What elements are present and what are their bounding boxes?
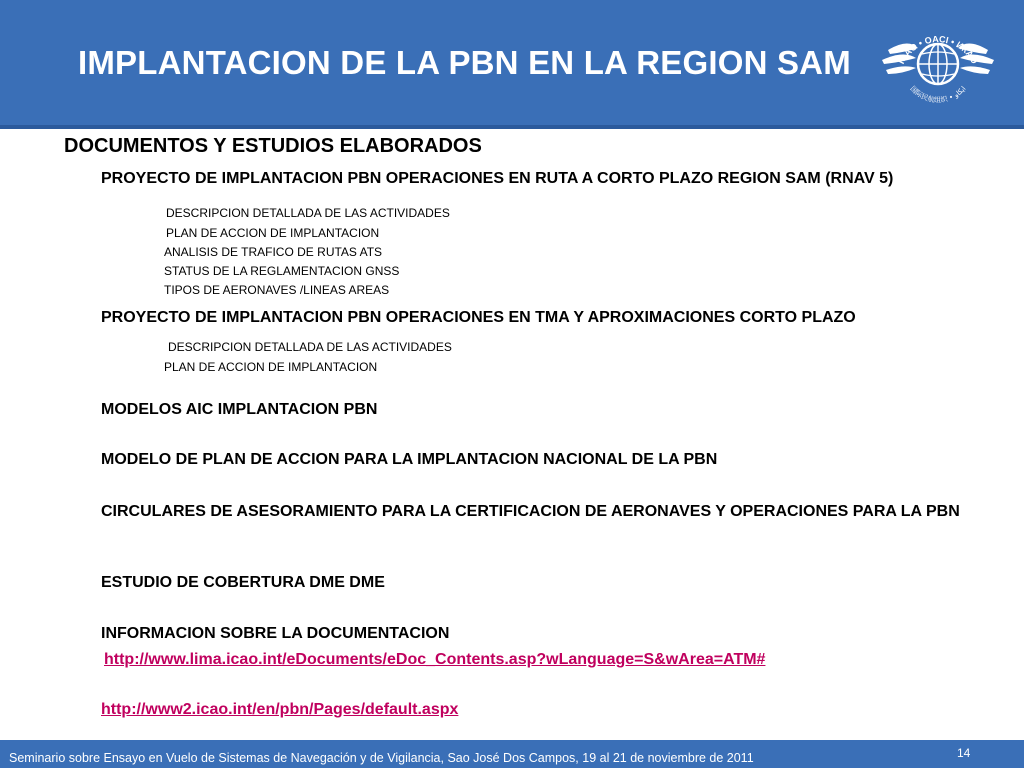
circulares: CIRCULARES DE ASESORAMIENTO PARA LA CERTIFICACION DE AERONAVES Y OPERACIONES PARA LA PBN (101, 503, 960, 520)
estudio-cobertura: ESTUDIO DE COBERTURA DME DME (101, 574, 385, 591)
list-item: DESCRIPCION DETALLADA DE LAS ACTIVIDADES (166, 206, 450, 220)
logo-text-top: ICAO • OACI • ИКАО (896, 34, 980, 66)
list-item: ANALISIS DE TRAFICO DE RUTAS ATS (164, 245, 383, 259)
proyecto-ruta-title: PROYECTO DE IMPLANTACION PBN OPERACIONES EN RUTA A CORTO PLAZO REGION SAM (RNAV 5) (101, 170, 894, 187)
informacion-documentacion: INFORMACION SOBRE LA DOCUMENTACION (101, 625, 450, 642)
list-item: DESCRIPCION DETALLADA DE LAS ACTIVIDADES (168, 340, 452, 354)
svg-text:国际民航组织 • ايكاو (908, 84, 967, 104)
logo-text-bottom: 国际民航组织 • ايكاو (908, 84, 968, 105)
list-item: PLAN DE ACCION DE IMPLANTACION (166, 226, 380, 240)
modelo-plan: MODELO DE PLAN DE ACCION PARA LA IMPLANTACION NACIONAL DE LA PBN (101, 451, 718, 468)
list-item: TIPOS DE AERONAVES /LINEAS AREAS (164, 283, 390, 297)
slide-title: IMPLANTACION DE LA PBN EN LA REGION SAM (78, 44, 851, 81)
footer-text: Seminario sobre Ensayo en Vuelo de Sistemas de Navegación y de Vigilancia, Sao José Dos Campos, 19 al 21 de noviembre de 2011 (9, 751, 754, 765)
header-divider (0, 125, 1024, 129)
lima-icao-link[interactable]: http://www.lima.icao.int/eDocuments/eDoc_Contents.asp?wLanguage=S&wArea=ATM# (104, 651, 766, 668)
list-item: STATUS DE LA REGLAMENTACION GNSS (164, 264, 400, 278)
icao-emblem-icon (878, 8, 998, 120)
list-item: PLAN DE ACCION DE IMPLANTACION (164, 360, 378, 374)
pbn-icao-link[interactable]: http://www2.icao.int/en/pbn/Pages/default.aspx (101, 701, 459, 718)
modelos-aic: MODELOS AIC IMPLANTACION PBN (101, 401, 378, 418)
page-number: 14 (957, 746, 971, 760)
proyecto-tma-title: PROYECTO DE IMPLANTACION PBN OPERACIONES EN TMA Y APROXIMACIONES CORTO PLAZO (101, 309, 856, 326)
section-heading: DOCUMENTOS Y ESTUDIOS ELABORADOS (64, 135, 482, 157)
